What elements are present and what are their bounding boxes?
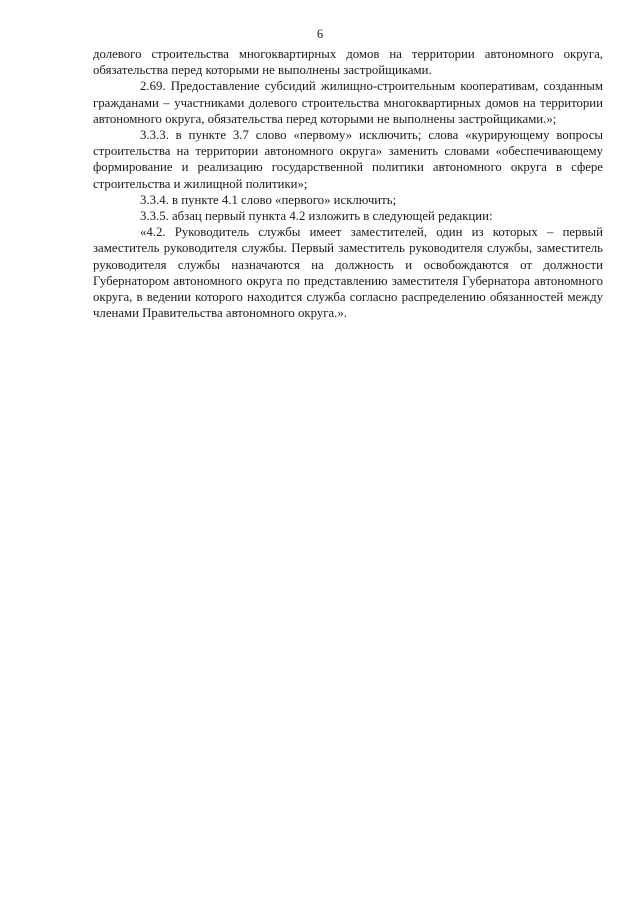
document-body bbox=[93, 46, 603, 321]
paragraph-continuation: долевого строительства многоквартирных домов на территории автономного округа, обязательства перед которыми не выполнены застройщиками. bbox=[93, 47, 603, 78]
page-number: 6 bbox=[316, 27, 324, 41]
paragraph-3-3-5: 3.3.5. абзац первый пункта 4.2 изложить в следующей редакции: bbox=[140, 209, 493, 224]
paragraph-3-3-4: 3.3.4. в пункте 4.1 слово «первого» исключить; bbox=[140, 192, 397, 207]
paragraph-3-3-3: 3.3.3. в пункте 3.7 слово «первому» исключить; слова «курирующему вопросы строительства на территории автономного округа» заменить словами «обеспечивающему формирование и реализацию государственной политики автономного округа в сфере строительства и жилищной политики»; bbox=[93, 128, 603, 191]
paragraph-2-69: 2.69. Предоставление субсидий жилищно-строительным кооперативам, созданным гражданами – участниками долевого строительства многоквартирных домов на территории автономного округа, обязательства перед которыми не выполнены застройщиками.»; bbox=[93, 79, 603, 126]
paragraph-4-2: «4.2. Руководитель службы имеет заместителей, один из которых – первый заместитель руководителя службы. Первый заместитель руководителя службы, заместитель руководителя службы назначаются на должность и освобождаются от должности Губернатором автономного округа по представлению заместителя Губернатора автономного округа, в ведении которого находится служба согласно распределению обязанностей между членами Правительства автономного округа.». bbox=[93, 225, 603, 321]
